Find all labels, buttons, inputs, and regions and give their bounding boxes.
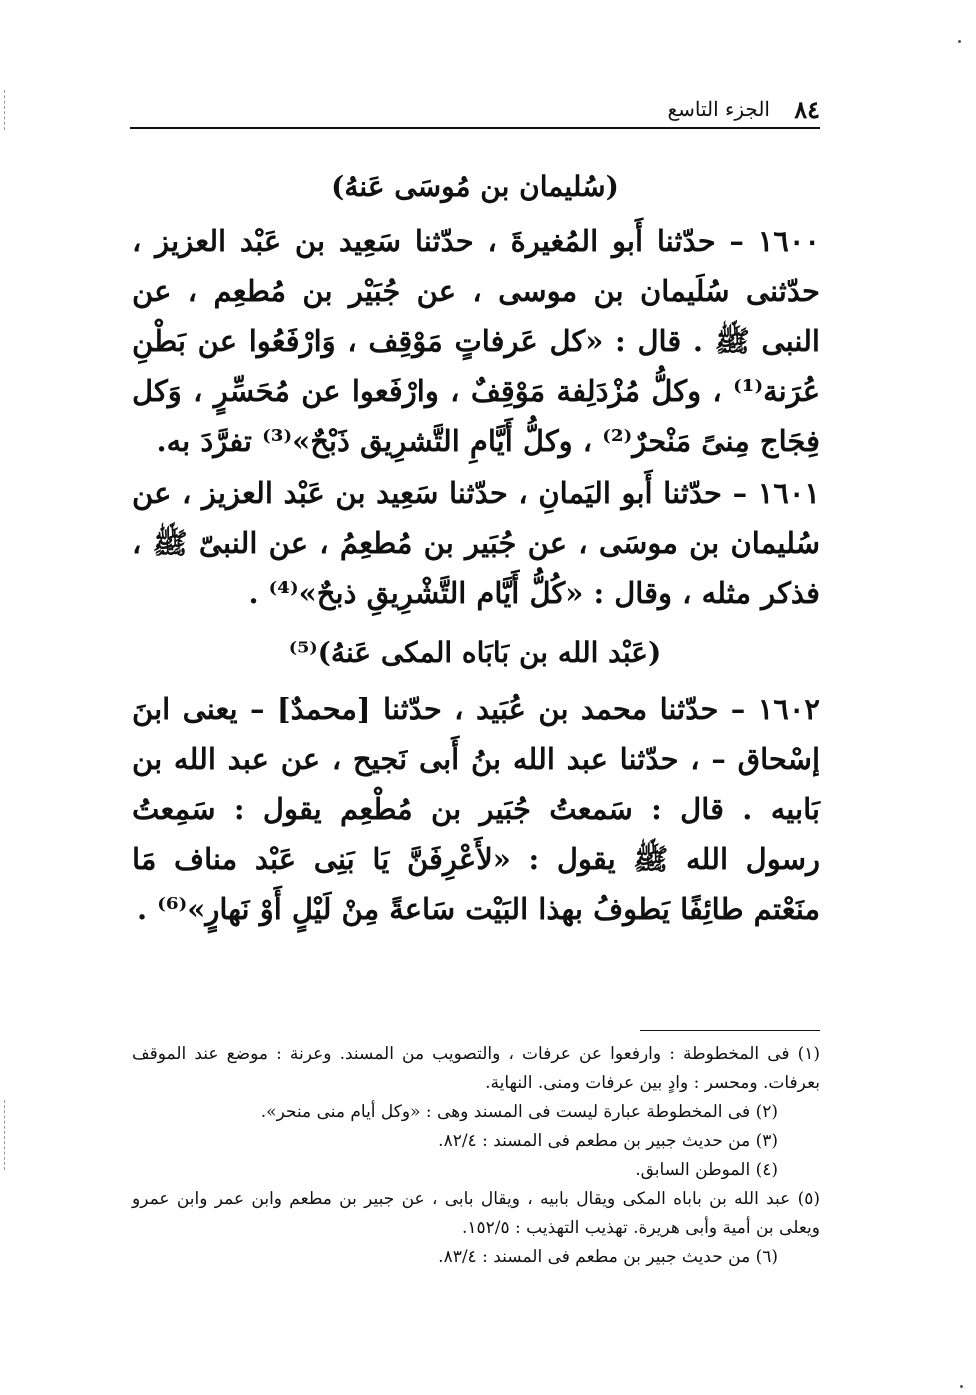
footnote-5: (٥) عبد الله بن باباه المكى ويقال بابيه ، ويقال بابى ، عن جبير بن مطعم وابن عمر وابن عمرو ويعلى بن أمية وأبى هريرة. تهذيب التهذيب : ١٥٢/٥.: [132, 1189, 820, 1238]
margin-mark: [4, 90, 6, 130]
hadith-1601: ١٦٠١ – حدّثنا أَبو اليَمانِ ، حدّثنا سَعِيد بن عَبْد العزيز ، عن سُليمان بن موسَى ، عن جُبَير بن مُطعِمُ ، عن النبىّ ﷺ ، فذكر مثله ، وقال : «كُلُّ أَيَّام التَّشْرِيقِ ذبحٌ»⁽⁴⁾ .: [132, 476, 820, 610]
margin-mark: [4, 1100, 6, 1170]
footnote-6: (٦) من حديث جبير بن مطعم فى المسند : ٨٣/٤.: [438, 1247, 778, 1267]
speck: [958, 40, 961, 43]
footnote-4: (٤) الموطن السابق.: [635, 1160, 778, 1180]
header-rule: [130, 127, 820, 129]
speck: [960, 1385, 963, 1388]
section-title-sulayman: (سُليمان بن مُوسَى عَنهُ): [331, 170, 619, 203]
footnote-1: (١) فى المخطوطة : وارفعوا عن عرفات ، والتصويب من المسند. وعرنة : موضع عند الموقف بعرفات. ومحسر : وادٍ بين عرفات ومنى. النهاية.: [132, 1044, 820, 1093]
hadith-1600: ١٦٠٠ – حدّثنا أَبو المُغيرةَ ، حدّثنا سَعِيد بن عَبْد العزيز ، حدّثنى سُلَيمان بن موسى ، عن جُبَيْر بن مُطعِم ، عن النبى ﷺ . قال : «كل عَرفاتٍ مَوْقِف ، وَارْفَعُوا عن بَطْنِ عُرَنة⁽¹⁾ ، وكلُّ مُزْدَلِفة مَوْقِفٌ ، وارْفَعوا عن مُحَسِّرٍ ، وَكل فِجَاج مِنىً مَنْحرٌ⁽²⁾ ، وكلُّ أَيَّامِ التَّشرِيق ذَبْحٌ»⁽³⁾ تفرَّدَ به.: [132, 224, 820, 458]
footnote-rule: [640, 1030, 820, 1031]
footnotes: [132, 1040, 820, 1272]
hadith-1602: ١٦٠٢ – حدّثنا محمد بن عُبَيد ، حدّثنا [محمدٌ] – يعنى ابنَ إسْحاق – ، حدّثنا عبد الله بنُ أَبى نَجيح ، عن عبد الله بن بَابيه . قال : سَمعتُ جُبَير بن مُطْعِم يقول : سَمِعتُ رسول الله ﷺ يقول : «لأَعْرِفَنَّ يَا بَنِى عَبْد مناف مَا منَعْتم طائِفًا يَطوفُ بهذا البَيْت سَاعةً مِنْ لَيْلٍ أَوْ نَهارٍ»⁽⁶⁾ .: [132, 692, 820, 926]
part-title: الجزء التاسع: [667, 97, 770, 121]
running-header: [130, 95, 820, 125]
footnote-3: (٣) من حديث جبير بن مطعم فى المسند : ٨٢/٤.: [438, 1131, 778, 1151]
page-number: ٨٤: [794, 95, 820, 124]
footnote-2: (٢) فى المخطوطة عبارة ليست فى المسند وهى : «وكل أيام منى منحر».: [260, 1102, 778, 1122]
section-title-abdallah: (عَبْد الله بن بَابَاه المكى عَنهُ)⁽⁵⁾: [288, 636, 662, 669]
